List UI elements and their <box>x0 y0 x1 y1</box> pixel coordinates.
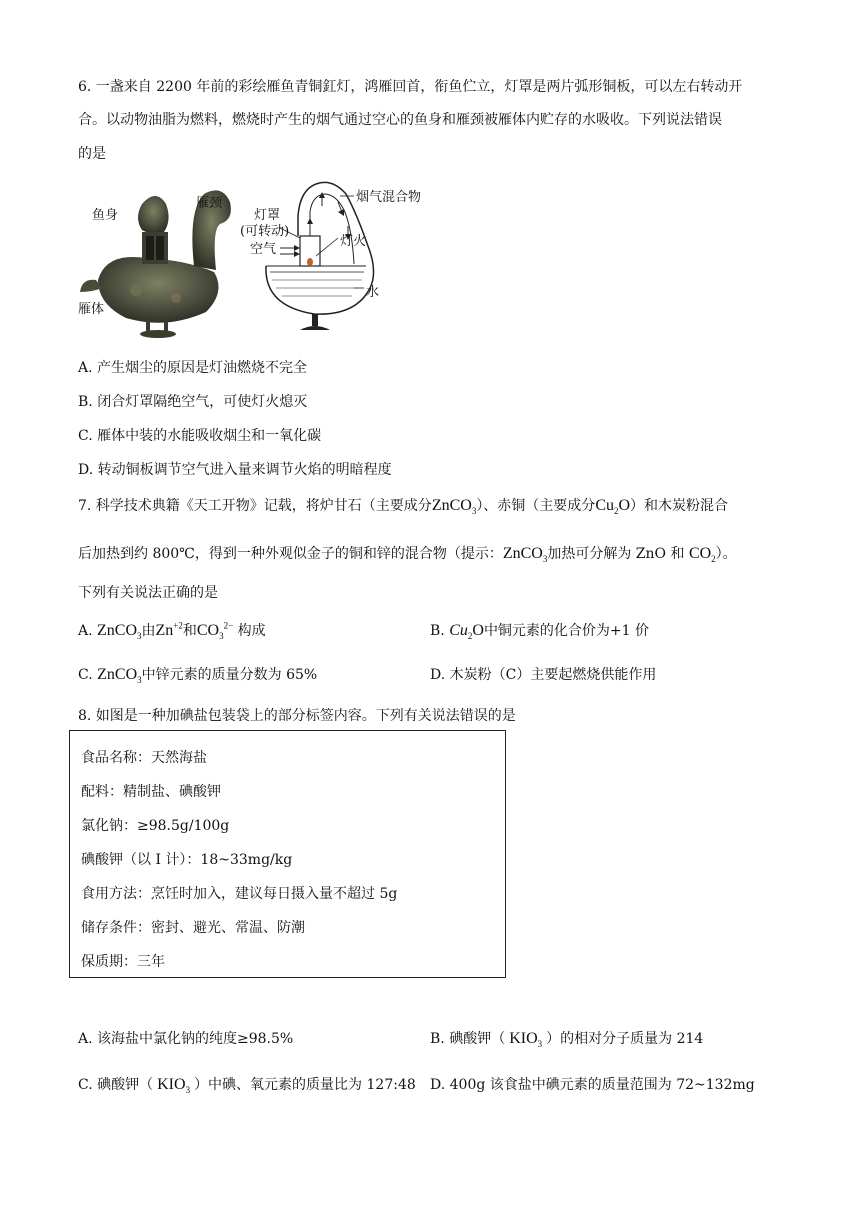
q6-stem-line3: 的是 <box>78 146 106 162</box>
q7-stem-line2: 后加热到约 800℃，得到一种外观似金子的铜和锌的混合物（提示：ZnCO$_3$加热可分解为 ZnO 和 $CO_2$）。 <box>78 545 737 565</box>
label-line-1: 食品名称：天然海盐 <box>81 750 207 766</box>
label-line-3: 氯化钠：≥98.5g/100g <box>81 818 230 834</box>
q8-option-d: D. 400g 该食盐中碘元素的质量范围为 72~132mg <box>430 1077 755 1093</box>
q8-stem: 8. 如图是一种加碘盐包装袋上的部分标签内容。下列有关说法错误的是 <box>78 708 516 724</box>
label-lampshade: 灯罩 <box>254 208 281 223</box>
label-fish-body: 鱼身 <box>92 208 119 223</box>
q7-stem-line3: 下列有关说法正确的是 <box>78 585 218 601</box>
label-line-2: 配料：精制盐、碘酸钾 <box>81 784 221 800</box>
label-rotatable: (可转动) <box>240 224 290 239</box>
q6-option-a: A. 产生烟尘的原因是灯油燃烧不完全 <box>78 360 308 376</box>
salt-package-label <box>69 730 506 978</box>
label-smoke-mix: 烟气混合物 <box>356 190 422 205</box>
label-goose-body: 雁体 <box>78 302 105 317</box>
q7-option-d: D. 木炭粉（C）主要起燃烧供能作用 <box>430 667 657 683</box>
label-line-4: 碘酸钾（以 I 计）：18~33mg/kg <box>81 852 293 868</box>
q7-option-c: C. ZnCO$_3$中锌元素的质量分数为 65% <box>78 666 318 686</box>
q7-option-a: A. ZnCO$_3$由$Zn^{+2}$和$CO_3^{2-}$ 构成 <box>78 620 266 642</box>
label-line-5: 食用方法：烹饪时加入，建议每日摄入量不超过 5g <box>81 886 398 902</box>
q6-option-d: D. 转动铜板调节空气进入量来调节火焰的明暗程度 <box>78 462 392 478</box>
label-goose-neck: 雁颈 <box>196 196 223 211</box>
q7-stem-line1: 7. 科学技术典籍《天工开物》记载，将炉甘石（主要成分ZnCO$_3$）、赤铜（主要成分$Cu_2O$）和木炭粉混合 <box>78 497 729 517</box>
label-air: 空气 <box>250 242 277 257</box>
q8-option-c: C. 碘酸钾（ $KIO_3$ ）中碘、氧元素的质量比为 127:48 <box>78 1076 416 1096</box>
q6-stem-line1: 6. 一盏来自 2200 年前的彩绘雁鱼青铜釭灯，鸿雁回首，衔鱼伫立，灯罩是两片弧形铜板，可以左右转动开 <box>78 79 743 95</box>
q6-stem-line2: 合。以动物油脂为燃料，燃烧时产生的烟气通过空心的鱼身和雁颈被雁体内贮存的水吸收。下列说法错误 <box>78 112 722 128</box>
q6-option-b: B. 闭合灯罩隔绝空气，可使灯火熄灭 <box>78 394 308 410</box>
label-line-7: 保质期：三年 <box>81 954 165 970</box>
q8-option-b: B. 碘酸钾（ $KIO_3$ ）的相对分子质量为 214 <box>430 1030 704 1050</box>
label-water: 水 <box>366 285 380 300</box>
q8-option-a: A. 该海盐中氯化钠的纯度≥98.5% <box>78 1031 294 1047</box>
q7-option-b: B. $Cu_2O$中铜元素的化合价为+1 价 <box>430 622 650 642</box>
label-line-6: 储存条件：密封、避光、常温、防潮 <box>81 920 305 936</box>
label-flame: 灯火 <box>340 234 367 249</box>
q6-option-c: C. 雁体中装的水能吸收烟尘和一氧化碳 <box>78 428 322 444</box>
